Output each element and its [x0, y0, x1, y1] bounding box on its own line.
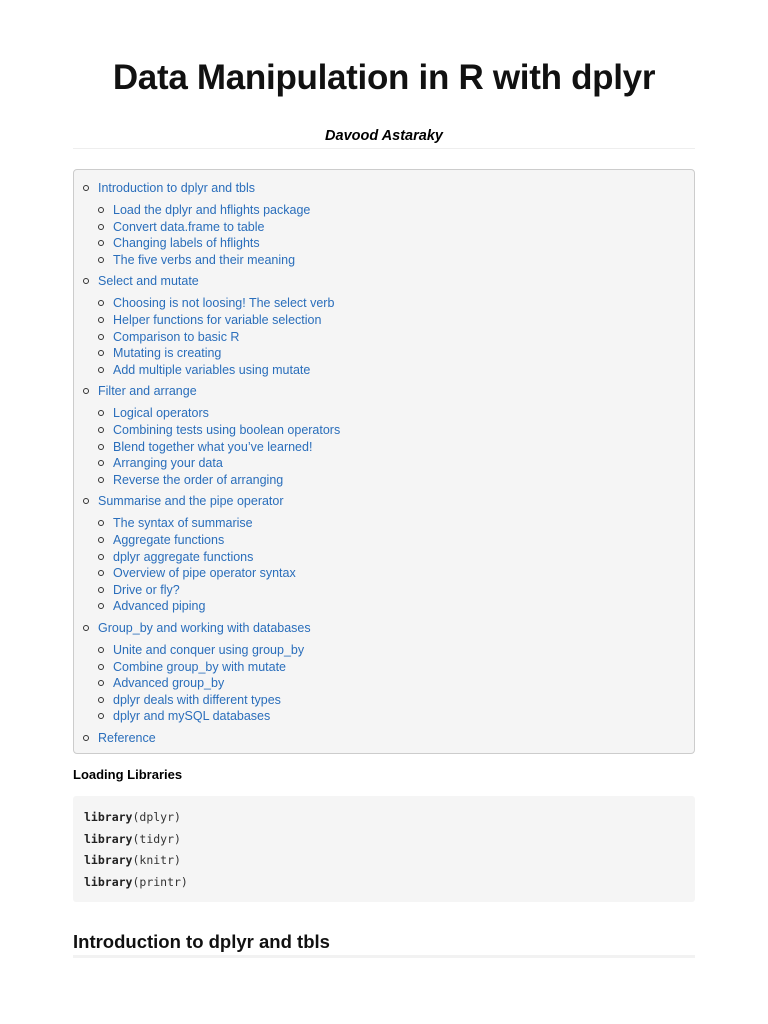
code-function: library [84, 874, 133, 889]
toc-sublink[interactable]: Changing labels of hflights [113, 236, 260, 251]
toc-sublink[interactable]: Aggregate functions [113, 533, 225, 547]
code-argument: (dplyr) [132, 810, 181, 824]
toc-item [98, 383, 197, 399]
toc-sublink[interactable]: Combine group_by with mutate [113, 659, 287, 674]
bullet-icon [98, 460, 104, 466]
toc-subitem [113, 692, 281, 708]
toc-link[interactable]: Summarise and the pipe operator [98, 494, 284, 509]
toc-sublink[interactable]: Mutating is creating [113, 346, 222, 361]
toc-sublink[interactable]: dplyr and mySQL databases [113, 709, 271, 724]
toc-sublink[interactable]: Add multiple variables using mutate [113, 362, 311, 377]
toc-sublink[interactable]: Arranging your data [113, 456, 223, 471]
bullet-icon [83, 388, 89, 394]
toc-sublink[interactable]: dplyr aggregate functions [113, 549, 254, 564]
bullet-icon [83, 185, 89, 191]
bullet-icon [98, 300, 104, 306]
bullet-icon [98, 240, 104, 246]
toc-item [98, 730, 156, 746]
bullet-icon [98, 664, 104, 670]
table-of-contents [73, 169, 695, 754]
toc-subitem [113, 329, 239, 345]
code-argument: (printr) [132, 874, 188, 889]
code-argument: (tidyr) [132, 831, 181, 846]
bullet-icon [98, 224, 104, 230]
bullet-icon [98, 554, 104, 560]
toc-subitem [113, 312, 321, 328]
toc-sublink[interactable]: dplyr deals with different types [113, 692, 281, 707]
bullet-icon [98, 537, 104, 543]
toc-sublink[interactable]: The five verbs and their meaning [113, 252, 296, 267]
bullet-icon [98, 257, 104, 263]
toc-sublink[interactable]: Advanced group_by [113, 676, 225, 691]
code-argument: (knitr) [132, 853, 181, 867]
toc-link[interactable]: Group_by and working with databases [98, 621, 311, 635]
bullet-icon [98, 647, 104, 653]
bullet-icon [98, 350, 104, 356]
toc-link[interactable]: Filter and arrange [98, 384, 197, 399]
toc-sublink[interactable]: Comparison to basic R [113, 329, 240, 344]
toc-subitem [113, 642, 304, 658]
toc-subitem [113, 659, 286, 675]
toc-subitem [113, 235, 260, 251]
toc-sublink[interactable]: The syntax of summarise [113, 516, 253, 531]
toc-sublink[interactable]: Combining tests using boolean operators [113, 423, 341, 437]
toc-sublink[interactable]: Advanced piping [113, 599, 206, 614]
toc-item [98, 620, 311, 636]
toc-sublink[interactable]: Logical operators [113, 406, 209, 421]
bullet-icon [98, 680, 104, 686]
document-title: Data Manipulation in R with dplyr [112, 58, 656, 97]
code-line [84, 809, 181, 825]
toc-link[interactable]: Select and mutate [98, 274, 199, 289]
bullet-icon [83, 625, 89, 631]
bullet-icon [98, 334, 104, 340]
bullet-icon [98, 427, 104, 433]
toc-sublink[interactable]: Blend together what you’ve learned! [113, 439, 313, 454]
bullet-icon [98, 477, 104, 483]
toc-subitem [113, 565, 296, 581]
toc-link[interactable]: Reference [98, 731, 156, 745]
toc-subitem [113, 708, 270, 724]
toc-subitem [113, 362, 310, 378]
toc-subitem [113, 455, 223, 471]
toc-subitem [113, 549, 253, 565]
bullet-icon [83, 735, 89, 741]
toc-subitem [113, 295, 334, 311]
toc-subitem [113, 219, 264, 235]
toc-subitem [113, 675, 224, 691]
section-divider [73, 955, 695, 958]
bullet-icon [98, 520, 104, 526]
title-divider [73, 148, 695, 149]
toc-subitem [113, 439, 312, 455]
bullet-icon [98, 207, 104, 213]
code-function: library [84, 810, 133, 824]
bullet-icon [98, 444, 104, 450]
toc-item [98, 180, 255, 196]
toc-subitem [113, 532, 224, 548]
bullet-icon [98, 367, 104, 373]
toc-sublink[interactable]: Load the dplyr and hflights package [113, 203, 311, 217]
code-block [73, 796, 695, 902]
bullet-icon [98, 317, 104, 323]
toc-item [98, 493, 284, 509]
bullet-icon [98, 697, 104, 703]
toc-subitem [113, 202, 310, 218]
toc-subitem [113, 472, 283, 488]
toc-sublink[interactable]: Overview of pipe operator syntax [113, 566, 296, 581]
toc-subitem [113, 405, 209, 421]
toc-subitem [113, 345, 221, 361]
code-line [84, 831, 181, 847]
toc-subitem [113, 515, 253, 531]
toc-subitem [113, 422, 340, 438]
toc-sublink[interactable]: Helper functions for variable selection [113, 313, 322, 327]
bullet-icon [98, 587, 104, 593]
code-line [84, 852, 181, 868]
toc-sublink[interactable]: Unite and conquer using group_by [113, 643, 305, 657]
toc-sublink[interactable]: Convert data.frame to table [113, 219, 265, 234]
toc-sublink[interactable]: Reverse the order of arranging [113, 472, 284, 487]
section-heading-intro: Introduction to dplyr and tbls [73, 931, 330, 952]
code-line [84, 874, 188, 890]
toc-subitem [113, 252, 295, 268]
toc-subitem [113, 598, 205, 614]
bullet-icon [98, 570, 104, 576]
code-function: library [84, 831, 133, 846]
toc-sublink[interactable]: Choosing is not loosing! The select verb [113, 296, 335, 311]
toc-link[interactable]: Introduction to dplyr and tbls [98, 181, 256, 195]
toc-subitem [113, 582, 180, 598]
bullet-icon [83, 278, 89, 284]
bullet-icon [83, 498, 89, 504]
bullet-icon [98, 713, 104, 719]
bullet-icon [98, 410, 104, 416]
toc-item [98, 273, 199, 289]
toc-sublink[interactable]: Drive or fly? [113, 582, 180, 597]
bullet-icon [98, 603, 104, 609]
author-name: Davood Astaraky [325, 128, 443, 144]
code-function: library [84, 853, 133, 867]
section-heading-loading-libraries: Loading Libraries [73, 767, 183, 782]
